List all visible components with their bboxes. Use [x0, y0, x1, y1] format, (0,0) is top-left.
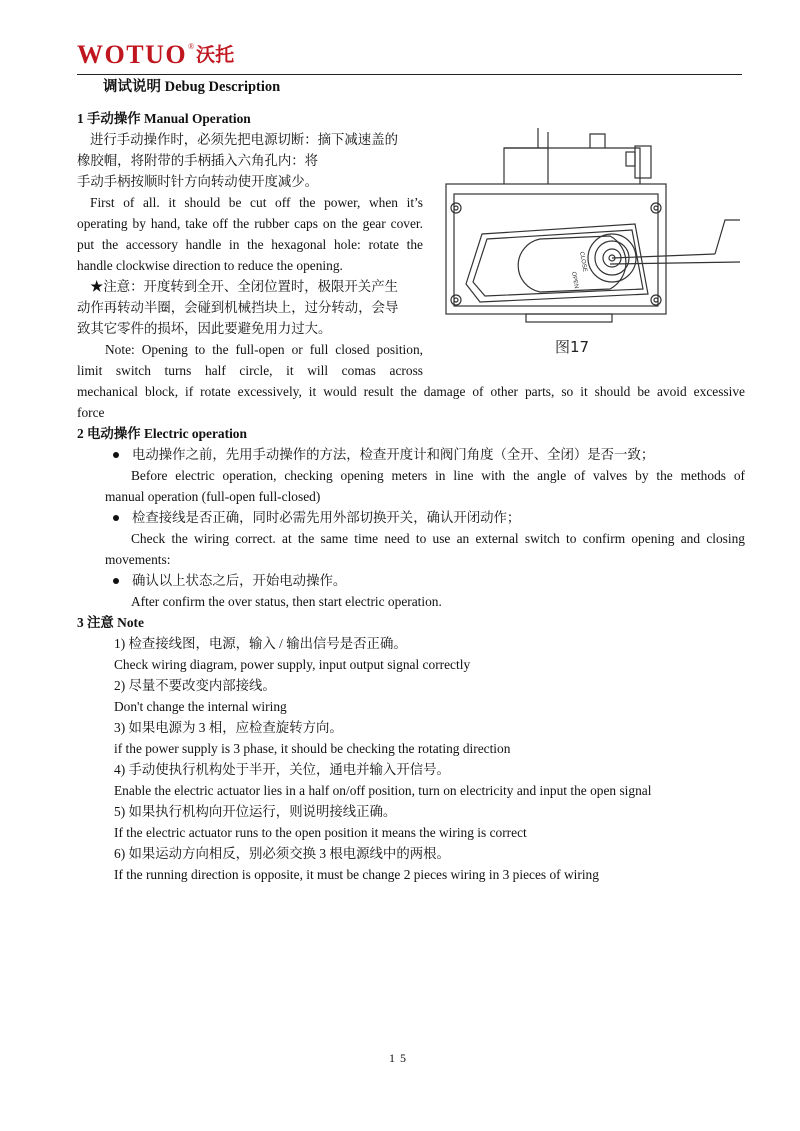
- note-item-cn: 5) 如果执行机构向开位运行，则说明接线正确。: [114, 804, 397, 819]
- note-line: force: [77, 405, 105, 420]
- warning-line: ★注意：开度转到全开、全闭位置时，极限开关产生: [90, 279, 398, 294]
- note-item-en: If the electric actuator runs to the open position it means the wiring is correct: [114, 825, 527, 840]
- section-note: [77, 612, 745, 633]
- note-line: Note: Opening to the full-open or full closed position,: [105, 342, 423, 357]
- bullet-text-cn: 检查接线是否正确，同时必需先用外部切换开关，确认开闭动作；: [132, 510, 521, 525]
- bullet-text-cn: 电动操作之前，先用手动操作的方法，检查开度计和阀门角度（全开、全闭）是否一致；: [132, 447, 655, 462]
- logo-text-cn: 沃托: [196, 44, 235, 66]
- figure-17: [440, 124, 745, 364]
- bullet-text-cn: 确认以上状态之后，开始电动操作。: [132, 573, 347, 588]
- section-1-heading: 1 手动操作 Manual Operation: [77, 111, 251, 126]
- company-logo: [77, 42, 234, 72]
- figure-caption: 图17: [555, 338, 590, 356]
- note-item-cn: 3) 如果电源为 3 相，应检查旋转方向。: [114, 720, 343, 735]
- note-item-en: if the power supply is 3 phase, it should be checking the rotating direction: [114, 741, 511, 756]
- section-1-warning: [77, 276, 423, 339]
- header-rule: [77, 74, 742, 75]
- note-list: [114, 633, 745, 885]
- note-item-cn: 1) 检查接线图，电源，输入 / 输出信号是否正确。: [114, 636, 407, 651]
- note-item-en: If the running direction is opposite, it must be change 2 pieces wiring in 3 pieces of wiring: [114, 867, 599, 882]
- close-label: CLOSE: [578, 251, 588, 273]
- text-line: handle clockwise direction to reduce the opening.: [77, 258, 343, 273]
- section-1-note-wide: [77, 381, 745, 423]
- note-line: mechanical block, if rotate excessively, it would result the damage of other parts, so it should be avoid excessive: [77, 384, 745, 399]
- text-line: 手动手柄按顺时针方向转动使开度减少。: [77, 174, 319, 189]
- warning-line: 动作再转动半圈，会碰到机械挡块上，过分转动，会导: [77, 300, 399, 315]
- note-item-en: Check wiring diagram, power supply, input output signal correctly: [114, 657, 471, 672]
- page-number: 15: [389, 1051, 411, 1065]
- note-item-cn: 2) 尽量不要改变内部接线。: [114, 678, 276, 693]
- text-line: put the accessory handle in the hexagonal hole: rotate the: [77, 237, 423, 252]
- logo-text-en: WOTUO: [77, 40, 188, 69]
- note-item-cn: 4) 手动使执行机构处于半开，关位，通电并输入开信号。: [114, 762, 450, 777]
- bullet-item: [105, 507, 745, 528]
- text-line: 进行手动操作时，必须先把电源切断：摘下减速盖的: [90, 132, 398, 147]
- bullet-item: [105, 570, 745, 591]
- text-line: 橡胶帽，将附带的手柄插入六角孔内：将: [77, 153, 319, 168]
- bullet-text-en: Check the wiring correct. at the same time need to use an external switch to confirm opening and closing: [131, 531, 745, 546]
- bullet-text-en-cont: manual operation (full-open full-closed): [105, 489, 321, 504]
- page-title: 调试说明 Debug Description: [103, 79, 281, 95]
- note-line: limit switch turns half circle, it will comas across: [77, 363, 423, 378]
- open-label: OPEN: [570, 271, 579, 290]
- bullet-text-en: After confirm the over status, then start electric operation.: [131, 594, 442, 609]
- note-item-cn: 6) 如果运动方向相反，别必须交换 3 根电源线中的两根。: [114, 846, 450, 861]
- bullet-icon: [113, 515, 119, 521]
- section-1-cn-paragraph: [77, 129, 423, 192]
- note-item-en: Enable the electric actuator lies in a half on/off position, turn on electricity and input the open signal: [114, 783, 652, 798]
- section-1-en-paragraph: [77, 192, 423, 276]
- bullet-item: [105, 444, 745, 465]
- section-2-heading: 2 电动操作 Electric operation: [77, 426, 247, 441]
- section-3-heading: 3 注意 Note: [77, 615, 144, 630]
- text-line: First of all. it should be cut off the power, when it’s: [90, 195, 423, 210]
- bullet-icon: [113, 452, 119, 458]
- bullet-text-en-cont: movements:: [105, 552, 171, 567]
- bullet-icon: [113, 578, 119, 584]
- section-electric-operation: [77, 423, 745, 444]
- section-1-note-narrow: [77, 339, 423, 381]
- actuator-drawing: [440, 124, 745, 364]
- text-line: operating by hand, take off the rubber caps on the gear cover.: [77, 216, 423, 231]
- warning-line: 致其它零件的损坏，因此要避免用力过大。: [77, 321, 332, 336]
- logo-registered-mark: ®: [188, 42, 195, 51]
- note-item-en: Don't change the internal wiring: [114, 699, 287, 714]
- bullet-text-en: Before electric operation, checking opening meters in line with the angle of valves by the methods of: [131, 468, 745, 483]
